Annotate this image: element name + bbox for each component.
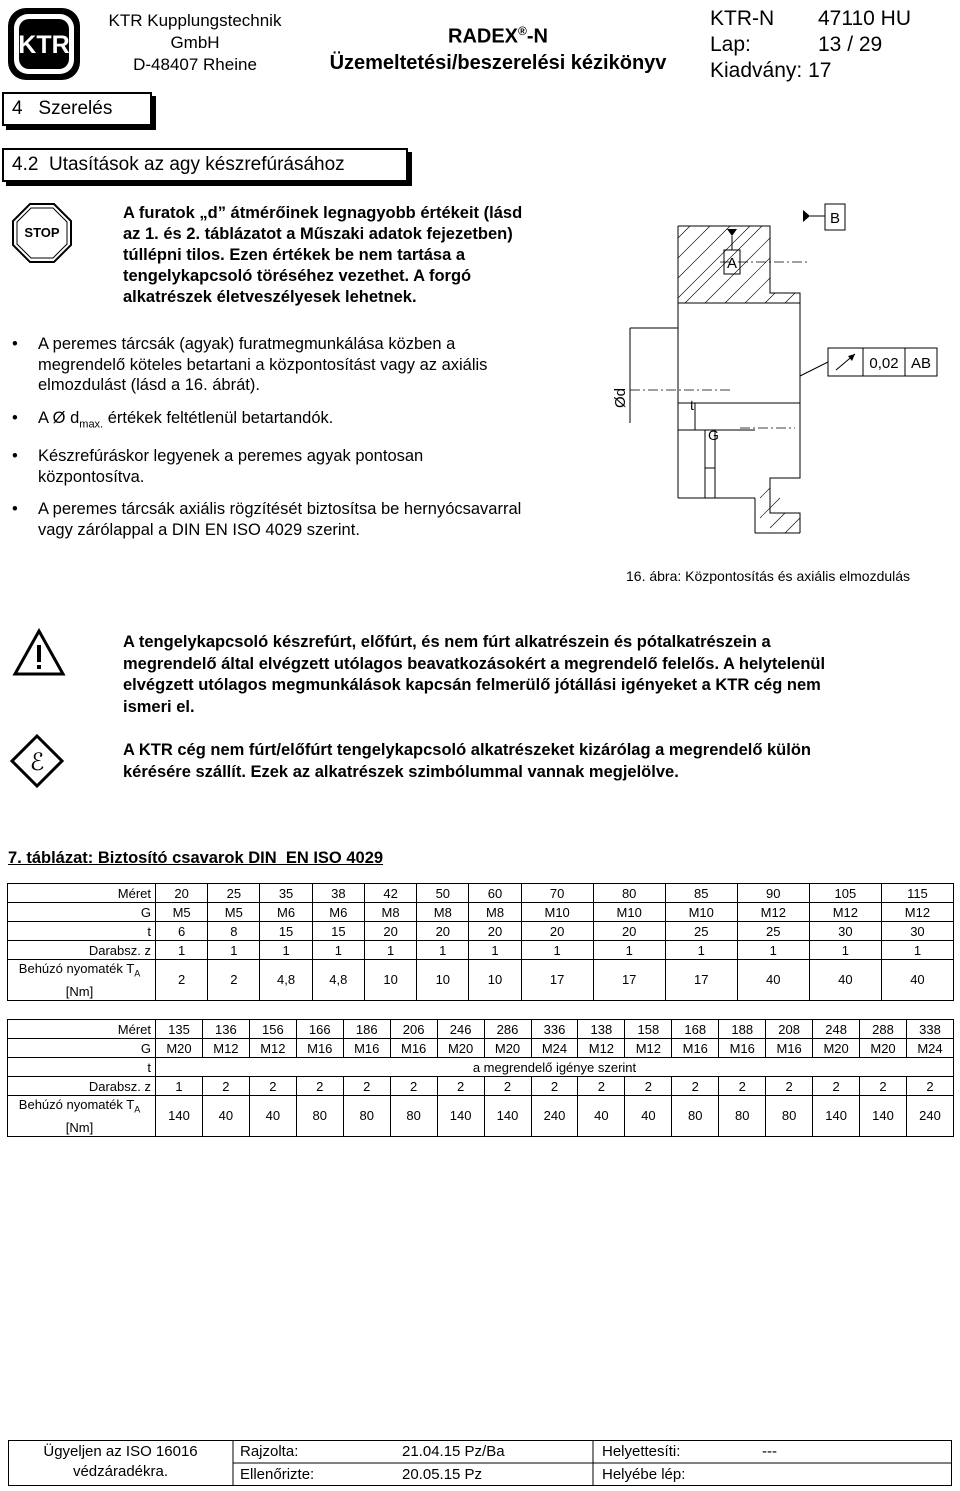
row-header: Méret bbox=[8, 1020, 156, 1039]
table-cell: 2 bbox=[531, 1077, 578, 1096]
iso-note bbox=[8, 1442, 233, 1482]
checked-label: Ellenőrizte: bbox=[240, 1466, 315, 1483]
table-cell: 20 bbox=[156, 884, 208, 903]
table-cell: 1 bbox=[809, 941, 881, 960]
company-address bbox=[90, 10, 300, 76]
t-label: t bbox=[690, 397, 694, 413]
iso-note-line: védzáradékra. bbox=[72, 1463, 169, 1480]
table-cell: 168 bbox=[672, 1020, 719, 1039]
table-cell: 20 bbox=[417, 922, 469, 941]
table-cell: M8 bbox=[364, 903, 416, 922]
table-cell: 136 bbox=[202, 1020, 249, 1039]
row-header: Behúzó nyomaték $T_A$ [Nm] bbox=[8, 1096, 156, 1137]
table-cell: 1 bbox=[364, 941, 416, 960]
list-item bbox=[12, 408, 602, 435]
g-label: G bbox=[708, 427, 719, 443]
warning-line: tengelykapcsoló töréséhez vezethet. A forgó bbox=[123, 267, 472, 285]
torque-row bbox=[8, 960, 954, 1001]
table-cell: 338 bbox=[907, 1020, 954, 1039]
table-cell: 40 bbox=[809, 960, 881, 1001]
table-cell: 1 bbox=[417, 941, 469, 960]
table-cell: a megrendelő igénye szerint bbox=[156, 1058, 954, 1077]
ex-notice bbox=[123, 740, 923, 783]
datum-b-triangle bbox=[803, 210, 810, 222]
product-name: RADEX bbox=[448, 25, 519, 48]
table-cell: 80 bbox=[390, 1096, 437, 1137]
t-row bbox=[8, 922, 954, 941]
table-cell: 15 bbox=[260, 922, 312, 941]
table-cell: 20 bbox=[521, 922, 593, 941]
table-cell: M10 bbox=[593, 903, 665, 922]
table-cell: M5 bbox=[208, 903, 260, 922]
table-cell: 206 bbox=[390, 1020, 437, 1039]
row-header: G bbox=[8, 903, 156, 922]
table-cell: 138 bbox=[578, 1020, 625, 1039]
list-item-line: A peremes tárcsák (agyak) furatmegmunkálása közben a bbox=[38, 335, 456, 353]
table-cell: 166 bbox=[296, 1020, 343, 1039]
tolerance-reference: AB bbox=[910, 355, 932, 372]
table-cell: 1 bbox=[665, 941, 737, 960]
thread-row bbox=[8, 903, 954, 922]
page-header bbox=[0, 0, 960, 88]
company-line: D-48407 Rheine bbox=[133, 55, 257, 74]
table-cell: 2 bbox=[907, 1077, 954, 1096]
table-cell: 248 bbox=[813, 1020, 860, 1039]
table-cell: 30 bbox=[881, 922, 953, 941]
table-cell: 40 bbox=[737, 960, 809, 1001]
set-screw-table-1 bbox=[7, 883, 954, 1001]
table-cell: 1 bbox=[208, 941, 260, 960]
table-cell: 80 bbox=[593, 884, 665, 903]
table-cell: 140 bbox=[860, 1096, 907, 1137]
drawn-label: Rajzolta: bbox=[240, 1443, 299, 1460]
subsection-heading bbox=[2, 148, 408, 182]
list-item-line: vagy zárólappal a DIN EN ISO 4029 szerint. bbox=[38, 520, 360, 539]
stop-sign-icon bbox=[12, 203, 72, 263]
table-cell: 20 bbox=[593, 922, 665, 941]
table-cell: 40 bbox=[881, 960, 953, 1001]
table-cell: 2 bbox=[249, 1077, 296, 1096]
row-header: Darabsz. z bbox=[8, 941, 156, 960]
table-cell: 10 bbox=[364, 960, 416, 1001]
tolerance-leader bbox=[800, 362, 828, 376]
table-cell: 1 bbox=[156, 1077, 203, 1096]
table-cell: M20 bbox=[437, 1039, 484, 1058]
table-cell: M12 bbox=[249, 1039, 296, 1058]
datum-a-label: A bbox=[726, 255, 738, 272]
size-row bbox=[8, 1020, 954, 1039]
table-cell: 2 bbox=[484, 1077, 531, 1096]
logo-text: KTR bbox=[18, 31, 70, 59]
section-heading bbox=[2, 92, 152, 126]
table-cell: 80 bbox=[719, 1096, 766, 1137]
registered-mark: ® bbox=[518, 24, 527, 38]
table-cell: M24 bbox=[907, 1039, 954, 1058]
document-info bbox=[710, 6, 911, 84]
table-cell: M20 bbox=[860, 1039, 907, 1058]
list-item-text: A Ø d bbox=[38, 408, 80, 427]
ex-protection-icon bbox=[10, 734, 64, 788]
table-cell: 208 bbox=[766, 1020, 813, 1039]
liability-notice bbox=[123, 632, 923, 718]
product-suffix: -N bbox=[526, 25, 548, 48]
table-cell: 70 bbox=[521, 884, 593, 903]
table-cell: 140 bbox=[484, 1096, 531, 1137]
edition-label: Kiadvány: bbox=[710, 59, 803, 82]
table-cell: 240 bbox=[531, 1096, 578, 1137]
torque-row bbox=[8, 1096, 954, 1137]
list-item-line: elmozdulást (lásd a 16. ábrát). bbox=[38, 376, 260, 394]
tolerance-value: 0,02 bbox=[869, 355, 899, 372]
row-header: Behúzó nyomaték $T_A$ [Nm] bbox=[8, 960, 156, 1001]
table-cell: M16 bbox=[766, 1039, 813, 1058]
table-cell: 40 bbox=[202, 1096, 249, 1137]
table-cell: 25 bbox=[737, 922, 809, 941]
iso-note-line: Ügyeljen az ISO 16016 bbox=[43, 1443, 198, 1460]
table-cell: 4,8 bbox=[260, 960, 312, 1001]
runout-arrow-head-icon bbox=[848, 354, 855, 361]
edition-value: 17 bbox=[808, 59, 832, 82]
row-header: G bbox=[8, 1039, 156, 1058]
figure-caption: 16. ábra: Központosítás és axiális elmozdulás bbox=[626, 568, 911, 584]
table-cell: M12 bbox=[737, 903, 809, 922]
warning-triangle-icon bbox=[12, 628, 66, 678]
warning-line: A furatok „d” átmérőinek legnagyobb értékeit (lásd bbox=[123, 204, 523, 222]
table-cell: 25 bbox=[665, 922, 737, 941]
table-cell: M20 bbox=[484, 1039, 531, 1058]
table-cell: M16 bbox=[672, 1039, 719, 1058]
table-cell: 10 bbox=[417, 960, 469, 1001]
manual-title: Üzemeltetési/beszerelési kézikönyv bbox=[329, 51, 667, 74]
hub-outline bbox=[630, 226, 800, 533]
table-cell: M24 bbox=[531, 1039, 578, 1058]
table-cell: 10 bbox=[469, 960, 521, 1001]
page-value: 13 / 29 bbox=[818, 33, 883, 56]
table-cell: 186 bbox=[343, 1020, 390, 1039]
bullet-icon: • bbox=[12, 335, 18, 353]
table-cell: 17 bbox=[521, 960, 593, 1001]
table-cell: M12 bbox=[625, 1039, 672, 1058]
table-cell: 80 bbox=[343, 1096, 390, 1137]
table-cell: 2 bbox=[625, 1077, 672, 1096]
table-cell: 140 bbox=[156, 1096, 203, 1137]
instruction-list bbox=[12, 334, 602, 552]
ktr-logo bbox=[6, 6, 82, 82]
table-cell: 140 bbox=[813, 1096, 860, 1137]
t-row bbox=[8, 1058, 954, 1077]
table-cell: 85 bbox=[665, 884, 737, 903]
table-cell: 2 bbox=[156, 960, 208, 1001]
table-cell: 17 bbox=[665, 960, 737, 1001]
drawn-value: 21.04.15 Pz/Ba bbox=[402, 1443, 505, 1460]
list-item bbox=[12, 499, 602, 540]
doc-code-label: KTR-N bbox=[710, 7, 775, 30]
table-cell: 135 bbox=[156, 1020, 203, 1039]
warning-line: az 1. és 2. táblázatot a Műszaki adatok fejezetben) bbox=[123, 225, 513, 243]
replaced-by-label: Helyébe lép: bbox=[602, 1466, 686, 1483]
table-cell: 140 bbox=[437, 1096, 484, 1137]
document-title bbox=[300, 18, 696, 76]
table-cell: 2 bbox=[813, 1077, 860, 1096]
table-cell: 15 bbox=[312, 922, 364, 941]
table-cell: 1 bbox=[737, 941, 809, 960]
notice-line: kérésére szállít. Ezek az alkatrészek szimbólummal vannak megjelölve. bbox=[123, 762, 679, 781]
company-line: GmbH bbox=[170, 33, 220, 52]
table-cell: M8 bbox=[417, 903, 469, 922]
subsection-title: 4.2 Utasítások az agy készrefúrásához bbox=[12, 154, 345, 175]
table-cell: 50 bbox=[417, 884, 469, 903]
table-cell: 2 bbox=[202, 1077, 249, 1096]
table-cell: 25 bbox=[208, 884, 260, 903]
table-cell: M10 bbox=[521, 903, 593, 922]
table-cell: 246 bbox=[437, 1020, 484, 1039]
table-cell: 2 bbox=[343, 1077, 390, 1096]
table-cell: 80 bbox=[672, 1096, 719, 1137]
list-item-text: értékek feltétlenül betartandók. bbox=[103, 408, 334, 427]
table-cell: M8 bbox=[469, 903, 521, 922]
table-cell: 4,8 bbox=[312, 960, 364, 1001]
table-cell: 20 bbox=[469, 922, 521, 941]
table-cell: M12 bbox=[809, 903, 881, 922]
stop-label: STOP bbox=[24, 225, 60, 240]
row-header: Darabsz. z bbox=[8, 1077, 156, 1096]
table-cell: 2 bbox=[296, 1077, 343, 1096]
quantity-row bbox=[8, 1077, 954, 1096]
table-cell: M6 bbox=[312, 903, 364, 922]
table-cell: 80 bbox=[296, 1096, 343, 1137]
bullet-icon: • bbox=[12, 408, 18, 427]
table-cell: 30 bbox=[809, 922, 881, 941]
page-label: Lap: bbox=[710, 33, 751, 56]
notice-line: elvégzett utólagos megmunkálások kapcsán felmerülő jótállási igényeket a KTR cég nem bbox=[123, 676, 821, 694]
notice-line: A KTR cég nem fúrt/előfúrt tengelykapcsoló alkatrészeket kizárólag a megrendelő külön bbox=[123, 741, 811, 759]
table-cell: M12 bbox=[202, 1039, 249, 1058]
list-item bbox=[12, 334, 602, 396]
warning-line: túllépni tilos. Ezen értékek be nem tartása a bbox=[123, 246, 466, 264]
table-cell: 188 bbox=[719, 1020, 766, 1039]
table-cell: M16 bbox=[296, 1039, 343, 1058]
table-cell: 17 bbox=[593, 960, 665, 1001]
replaces-value: --- bbox=[762, 1443, 777, 1460]
table-cell: 8 bbox=[208, 922, 260, 941]
table-cell: 90 bbox=[737, 884, 809, 903]
centering-drawing bbox=[610, 198, 955, 558]
table-cell: 2 bbox=[208, 960, 260, 1001]
table-cell: 2 bbox=[719, 1077, 766, 1096]
section-hatching bbox=[678, 226, 800, 533]
table-cell: 60 bbox=[469, 884, 521, 903]
table-cell: 2 bbox=[860, 1077, 907, 1096]
table-cell: 2 bbox=[437, 1077, 484, 1096]
table-title: 7. táblázat: Biztosító csavarok DIN EN ISO 4029 bbox=[8, 849, 384, 867]
table-cell: 6 bbox=[156, 922, 208, 941]
warning-line: alkatrészek életveszélyesek lehetnek. bbox=[123, 288, 417, 306]
diameter-label: Ød bbox=[612, 387, 629, 408]
table-cell: M20 bbox=[813, 1039, 860, 1058]
table-cell: 38 bbox=[312, 884, 364, 903]
table-cell: 2 bbox=[390, 1077, 437, 1096]
list-item-line: A peremes tárcsák axiális rögzítését biztosítsa be hernyócsavarral bbox=[38, 500, 522, 519]
table-cell: 2 bbox=[766, 1077, 813, 1096]
table-cell: 1 bbox=[469, 941, 521, 960]
datum-a-triangle bbox=[727, 229, 737, 236]
table-cell: 2 bbox=[672, 1077, 719, 1096]
table-cell: M10 bbox=[665, 903, 737, 922]
table-cell: 1 bbox=[521, 941, 593, 960]
list-item-line: Készrefúráskor legyenek a peremes agyak pontosan bbox=[38, 447, 424, 466]
table-cell: 336 bbox=[531, 1020, 578, 1039]
list-item-sub: max. bbox=[79, 417, 104, 430]
table-cell: M12 bbox=[578, 1039, 625, 1058]
thread-row bbox=[8, 1039, 954, 1058]
table-cell: 20 bbox=[364, 922, 416, 941]
row-header: Méret bbox=[8, 884, 156, 903]
row-header: t bbox=[8, 922, 156, 941]
datum-b-label: B bbox=[829, 210, 841, 227]
table-cell: M6 bbox=[260, 903, 312, 922]
table-cell: 1 bbox=[312, 941, 364, 960]
table-cell: 1 bbox=[260, 941, 312, 960]
list-item-line: megrendelő köteles betartani a központosítást vagy az axiális bbox=[38, 355, 488, 374]
table-cell: 80 bbox=[766, 1096, 813, 1137]
table-cell: 158 bbox=[625, 1020, 672, 1039]
bullet-icon: • bbox=[12, 500, 18, 519]
table-cell: M16 bbox=[343, 1039, 390, 1058]
table-cell: 288 bbox=[860, 1020, 907, 1039]
table-cell: 105 bbox=[809, 884, 881, 903]
table-cell: 40 bbox=[249, 1096, 296, 1137]
company-line: KTR Kupplungstechnik bbox=[108, 11, 282, 30]
replaces-label: Helyettesíti: bbox=[602, 1443, 681, 1460]
list-item bbox=[12, 446, 602, 487]
table-cell: 40 bbox=[625, 1096, 672, 1137]
stop-warning-text bbox=[123, 203, 603, 308]
table-cell: 40 bbox=[578, 1096, 625, 1137]
row-header: t bbox=[8, 1058, 156, 1077]
doc-code-value: 47110 HU bbox=[818, 7, 912, 30]
checked-value: 20.05.15 Pz bbox=[402, 1466, 483, 1483]
bullet-icon: • bbox=[12, 447, 18, 466]
table-cell: M16 bbox=[719, 1039, 766, 1058]
section-number: 4 bbox=[12, 98, 23, 119]
table-cell: M20 bbox=[156, 1039, 203, 1058]
table-cell: 1 bbox=[156, 941, 208, 960]
svg-text:ℰ: ℰ bbox=[29, 750, 45, 776]
table-cell: M16 bbox=[390, 1039, 437, 1058]
table-cell: 156 bbox=[249, 1020, 296, 1039]
notice-line: A tengelykapcsoló készrefúrt, előfúrt, és nem fúrt alkatrészein és pótalkatrészein a bbox=[123, 633, 771, 651]
table-cell: M5 bbox=[156, 903, 208, 922]
notice-line: ismeri el. bbox=[123, 697, 195, 716]
quantity-row bbox=[8, 941, 954, 960]
table-cell: 1 bbox=[593, 941, 665, 960]
table-cell: M12 bbox=[881, 903, 953, 922]
section-title: Szerelés bbox=[38, 98, 113, 119]
table-cell: 35 bbox=[260, 884, 312, 903]
size-row bbox=[8, 884, 954, 903]
notice-line: megrendelő által elvégzett utólagos beavatkozásokért a megrendelő felelős. A helytelenül bbox=[123, 654, 826, 673]
table-cell: 1 bbox=[881, 941, 953, 960]
table-cell: 115 bbox=[881, 884, 953, 903]
table-cell: 240 bbox=[907, 1096, 954, 1137]
table-cell: 286 bbox=[484, 1020, 531, 1039]
set-screw-table-2 bbox=[7, 1019, 954, 1137]
table-cell: 2 bbox=[578, 1077, 625, 1096]
table-cell: 42 bbox=[364, 884, 416, 903]
list-item-line: központosítva. bbox=[38, 467, 145, 486]
